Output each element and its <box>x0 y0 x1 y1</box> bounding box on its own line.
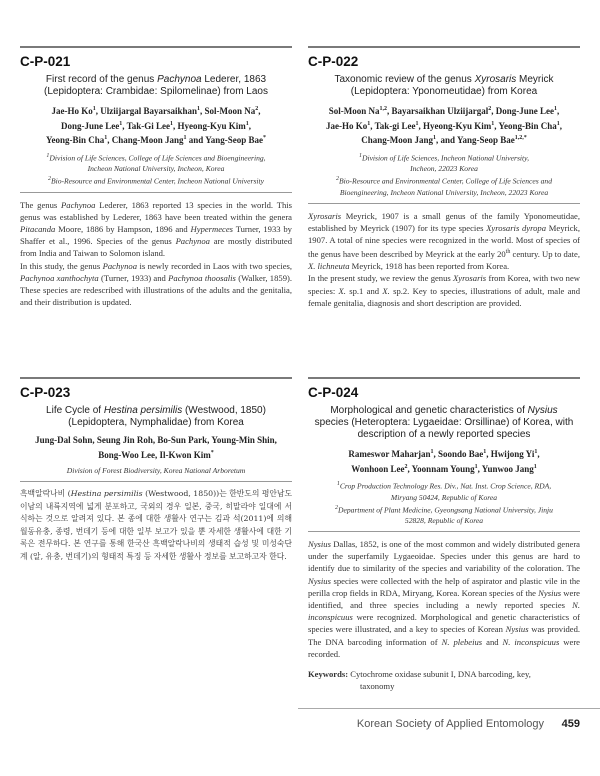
abstract-title: Taxonomic review of the genus Xyrosaris Meyrick (Lepidoptera: Yponomeutidae) from Korea <box>334 74 554 97</box>
page-number: 459 <box>561 718 580 730</box>
footer-divider <box>298 708 600 709</box>
affiliations: Division of Forest Biodiversity, Korea National Arboretum <box>66 466 246 475</box>
affiliations: $^1$Crop Production Technology Res. Div., Nat. Inst. Crop Science, RDA, Miryang 50424, Republic of Korea $^2$Department of Plant Medicine, Gyeongsang National University, Jinju 52828, Republic of Korea <box>335 481 553 526</box>
keywords-label: Keywords: <box>308 669 349 680</box>
author-list: Jae-Ho Ko$^1$, Ulziijargal Bayarsaikhan$^1$, Sol-Moon Na$^2$, Dong-June Lee$^1$, Tak-Gi Lee$^1$, Hyeong-Kyu Kim$^1$, Yeong-Bin Cha$^1$, Chang-Moon Jang$^1$ and Yang-Seop Bae* <box>46 106 266 145</box>
affiliations: $^1$Division of Life Sciences, College of Life Sciences and Bioengineering, Incheon National University, Incheon, Korea $^2$Bio-Resource and Environmental Center, Incheon National University <box>46 152 266 186</box>
abstract-title: Life Cycle of Hestina persimilis (Westwood, 1850) (Lepidoptera, Nymphalidae) from Korea <box>46 405 266 428</box>
divider <box>308 377 580 379</box>
abstract-cp024 <box>308 377 580 693</box>
divider <box>308 203 580 204</box>
divider <box>308 531 580 532</box>
keywords-text-cont: taxonomy <box>360 681 395 692</box>
author-list: Rameswor Maharjan$^1$, Soondo Bae$^1$, Hwijong Yi$^1$, Wonhoon Lee$^2$, Yoonnam Young$^1$, Yunwoo Jang$^1$ <box>348 449 540 474</box>
keywords-text: Cytochrome oxidase subunit I, DNA barcoding, key, <box>350 669 531 680</box>
abstract-code: C-P-023 <box>20 385 71 400</box>
divider <box>20 481 292 482</box>
author-list: Jung-Dal Sohn, Seung Jin Roh, Bo-Sun Park, Young-Min Shin, Bong-Woo Lee, Il-Kwon Kim* <box>35 435 277 460</box>
abstract-cp021 <box>20 46 292 308</box>
divider <box>20 46 292 48</box>
abstract-body: The genus Pachynoa Lederer, 1863 reported 13 species in the world. This genus was established by Lederer, 1863 have been treated within the genera Pitacanda Moore, 1886 by Hampson, 1896 and Hypermeces Turner, 1933 by Shaffer et al., 1996. Species of the genus Pachynoa are mostly distributed from India and Taiwan to Solomon island. In this study, the genus Pachynoa is newly recorded in Laos with two species, Pachynoa xanthochyta (Turner, 1933) and Pachynoa thoosalis (Walker, 1859). These species are redescribed with illustrations of the adults and the genitalia, and their distribution is updated. <box>20 199 293 308</box>
divider <box>308 46 580 48</box>
author-list: Sol-Moon Na$^{1,2}$, Bayarsaikhan Ulziijargal$^2$, Dong-June Lee$^1$, Jae-Ho Ko$^1$, Tak-gi Lee$^1$, Hyeong-Kyu Kim$^1$, Yeong-Bin Cha$^1$, Chang-Moon Jang$^1$, and Yang-Seop Bae$^{1,2,*}$ <box>326 106 562 145</box>
divider <box>20 192 292 193</box>
abstract-code: C-P-022 <box>308 54 359 69</box>
affiliations: $^1$Division of Life Sciences, Incheon National University, Incheon, 22023 Korea $^2$Bio-Resource and Environmental Center, College of Life Sciences and Bioengineering, Incheon National University, Incheon, 22023 Korea <box>335 152 553 197</box>
journal-name: Korean Society of Applied Entomology <box>356 718 544 730</box>
abstract-title: First record of the genus Pachynoa Lederer, 1863 (Lepidoptera: Crambidae: Spilomelinae) from Laos <box>43 74 268 97</box>
abstract-cp022 <box>308 46 580 309</box>
abstract-code: C-P-021 <box>20 54 71 69</box>
abstract-cp023 <box>20 377 292 564</box>
divider <box>20 377 292 379</box>
abstract-code: C-P-024 <box>308 385 359 400</box>
abstract-title: Morphological and genetic characteristics of Nysius species (Heteroptera: Lygaeidae: Orsillinae) of Korea, with description of a newly reported species <box>314 405 574 440</box>
abstract-body: Xyrosaris Meyrick, 1907 is a small genus of the family Yponomeutidae, established by Meyrick (1907) for its type species Xyrosaris dyropa Meyrick, 1907. A total of nine species were recognized in the world. Most of species of the genus have been described by Meyrick at the early 20th century. Up to date, X. lichneuta Meyrick, 1918 has been reported from Korea. In the present study, we review the genus Xyrosaris from Korea, with two new species: X. sp.1 and X. sp.2. Key to species, illustrations of adult, male and female genitalia, diagnosis and short description are provided. <box>308 210 580 308</box>
abstract-body: 흑백알락나비 (Hestina persimilis (Westwood, 1850))는 한반도의 평안남도 이남의 내륙지역에 넓게 분포하고, 국외의 경우 일본, 중국, 히말라야 일대에 서식하는 것으로 알려져 있다. 본 종에 대한 생활사 연구는 김과 석(2011)에 의해 월동유충, 종령, 번데기 등에 대한 일부 보고가 있을 뿐 자세한 생활사에 대한 기록은 전무하다. 본 연구를 통해 한국산 흑백알락나비의 생태적 습성 및 미성숙단계 (알, 유충, 번데기)의 형태적 특징 등 자세한 생활사 정보를 보고하고자 한다. <box>20 489 292 561</box>
keywords <box>308 668 580 692</box>
abstract-body: Nysius Dallas, 1852, is one of the most common and widely distributed genera under the superfamily Lygaeoidae. Species under this genus are hard to identify due to similarity of the species and variability of the coloration. The Nysius species were collected with the help of aspirator and plastic vile in the perilla crop fields in RDA, Miryang, Korea. Korean species of the Nysius were identified, and three species including a newly reported species N. inconspicuus were recognized. Morphological and genetic characteristics of species were illustrated, and a key to species of Korean Nysius was provided. The DNA barcoding information of N. plebeius and N. inconspicuus were recorded. <box>308 539 581 659</box>
